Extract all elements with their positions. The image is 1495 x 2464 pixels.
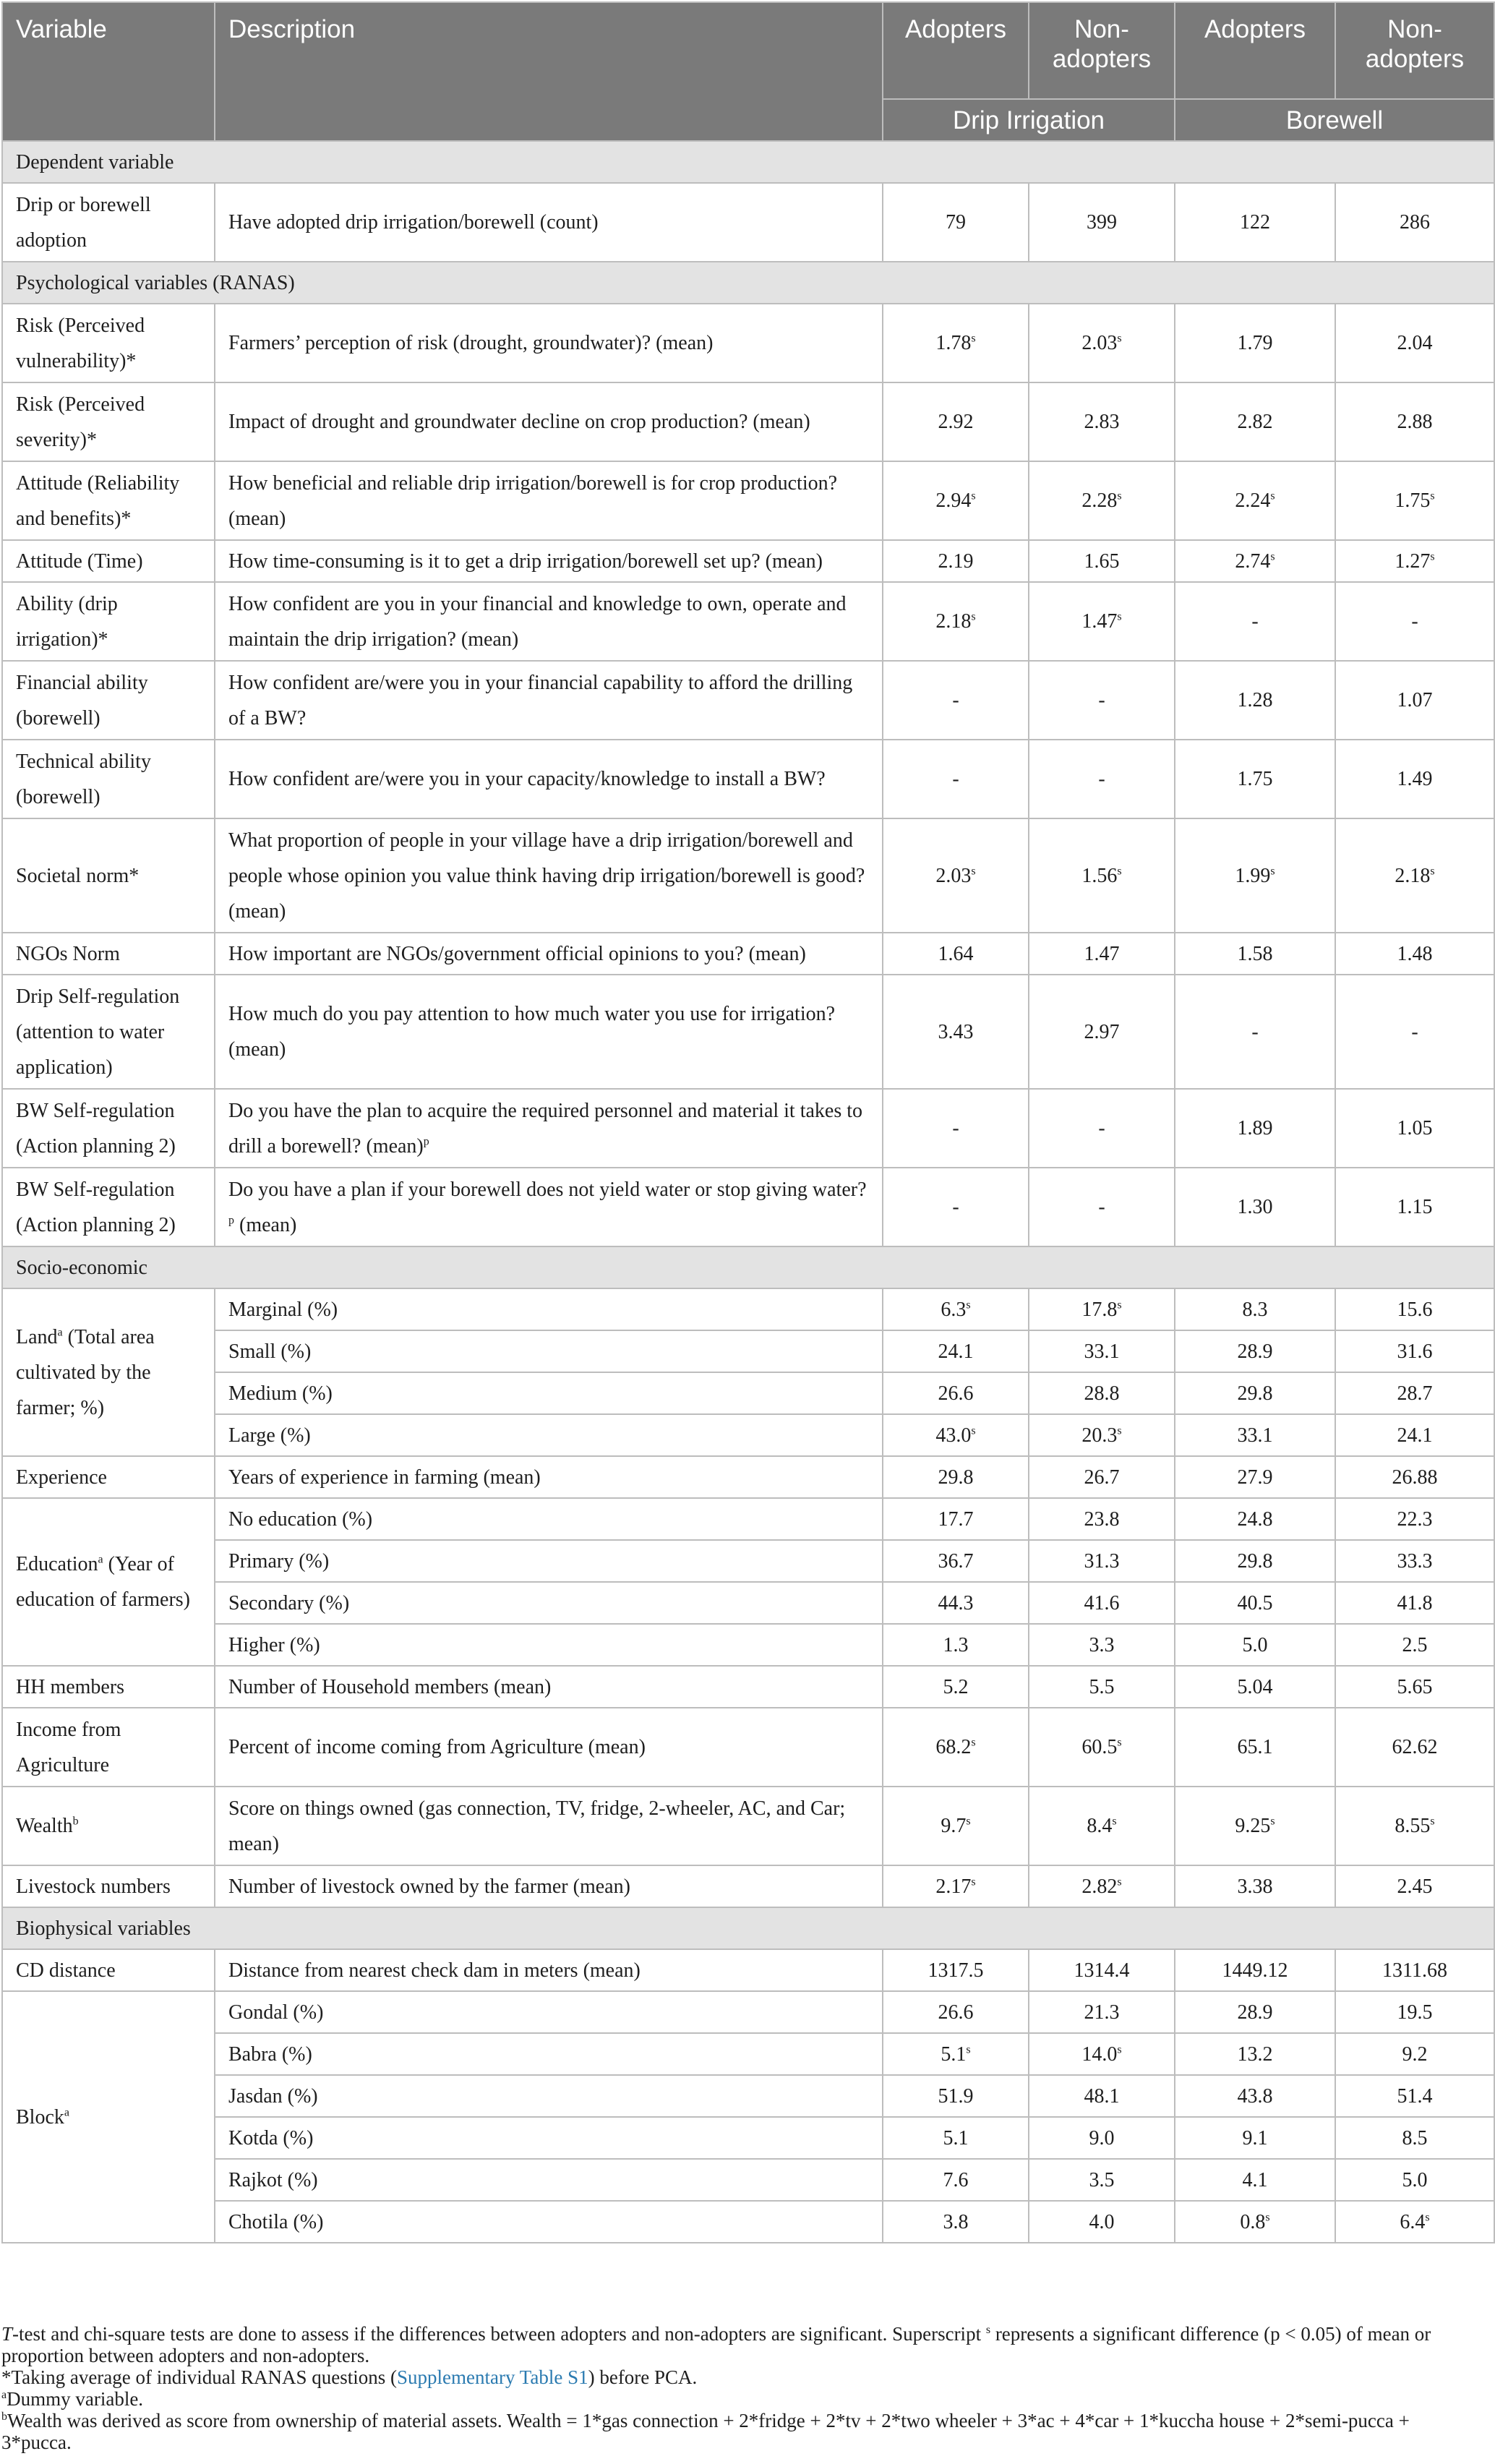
value-cell: 399 [1029,183,1175,262]
header-drip-non-adopters: Non- adopters [1029,2,1175,99]
value-cell: - [1335,975,1494,1089]
value-cell: 2.94$^s$ [883,461,1029,540]
value-cell: 62.62 [1335,1708,1494,1787]
desc-cell: Number of livestock owned by the farmer (mean) [215,1865,883,1907]
supplementary-table-link[interactable]: Supplementary Table S1 [397,2366,588,2388]
value-cell: 2.04 [1335,304,1494,382]
value-cell: 2.82$^s$ [1029,1865,1175,1907]
desc-cell: Years of experience in farming (mean) [215,1456,883,1498]
value-cell: 9.1 [1175,2117,1335,2159]
value-cell: 1.15 [1335,1168,1494,1246]
value-cell: 17.7 [883,1498,1029,1540]
var-cell: Drip Self-regulation (attention to water application) [2,975,215,1089]
value-cell: 8.5 [1335,2117,1494,2159]
value-cell: - [883,1089,1029,1168]
value-cell: 8.3 [1175,1288,1335,1330]
table-row [2,1582,1494,1624]
value-cell: 1.47$^s$ [1029,582,1175,661]
var-cell: Block$^a$ [2,1991,215,2243]
value-cell: 28.8 [1029,1372,1175,1414]
value-cell: 28.7 [1335,1372,1494,1414]
value-cell: 79 [883,183,1029,262]
value-cell: 6.3$^s$ [883,1288,1029,1330]
footnote-wealth: $^b$Wealth was derived as score from ownership of material assets. Wealth = 1*gas connection + 2*fridge + 2*tv + 2*two wheeler + 3*ac + 4*car + 1*kuccha house + 2*semi-pucca + 3*pucca. [1,2410,1410,2453]
value-cell: 1.47 [1029,933,1175,975]
value-cell: 2.74$^s$ [1175,540,1335,582]
value-cell: 48.1 [1029,2075,1175,2117]
table-row [2,540,1494,582]
value-cell: 26.7 [1029,1456,1175,1498]
desc-cell: Do you have a plan if your borewell does not yield water or stop giving water? $^p$ (mean) [215,1168,883,1246]
var-cell: Societal norm* [2,818,215,933]
value-cell: 5.0 [1175,1624,1335,1666]
value-cell: 17.8$^s$ [1029,1288,1175,1330]
table-row [2,1498,1494,1540]
value-cell: 1.07 [1335,661,1494,740]
value-cell: 1.89 [1175,1089,1335,1168]
value-cell: 41.6 [1029,1582,1175,1624]
value-cell: 29.8 [1175,1540,1335,1582]
value-cell: 1317.5 [883,1949,1029,1991]
desc-cell: How important are NGOs/government official opinions to you? (mean) [215,933,883,975]
value-cell: 1.75 [1175,740,1335,818]
value-cell: 1449.12 [1175,1949,1335,1991]
value-cell: - [1029,1089,1175,1168]
section-dependent: Dependent variable [2,141,1494,183]
section-biophysical: Biophysical variables [2,1907,1494,1949]
var-cell: Technical ability (borewell) [2,740,215,818]
var-cell: HH members [2,1666,215,1708]
header-variable: Variable [2,2,215,141]
value-cell: 2.97 [1029,975,1175,1089]
value-cell: 2.45 [1335,1865,1494,1907]
var-cell: Risk (Perceived severity)* [2,382,215,461]
value-cell: 1311.68 [1335,1949,1494,1991]
value-cell: 27.9 [1175,1456,1335,1498]
desc-cell: How time-consuming is it to get a drip irrigation/borewell set up? (mean) [215,540,883,582]
desc-cell: Marginal (%) [215,1288,883,1330]
value-cell: 15.6 [1335,1288,1494,1330]
var-cell: Experience [2,1456,215,1498]
value-cell: 2.28$^s$ [1029,461,1175,540]
table-row [2,1168,1494,1246]
value-cell: 1.05 [1335,1089,1494,1168]
table-row [2,183,1494,262]
var-cell: BW Self-regulation (Action planning 2) [2,1168,215,1246]
header-drip-group: Drip Irrigation [883,99,1175,141]
value-cell: - [1175,975,1335,1089]
value-cell: 9.7$^s$ [883,1787,1029,1865]
desc-cell: Do you have the plan to acquire the required personnel and material it takes to drill a borewell? (mean)$^p$ [215,1089,883,1168]
value-cell: 1.56$^s$ [1029,818,1175,933]
desc-cell: Farmers’ perception of risk (drought, groundwater)? (mean) [215,304,883,382]
table-row [2,382,1494,461]
value-cell: 286 [1335,183,1494,262]
value-cell: 9.2 [1335,2033,1494,2075]
value-cell: 33.1 [1029,1330,1175,1372]
value-cell: 3.38 [1175,1865,1335,1907]
table-row [2,1288,1494,1330]
value-cell: 2.24$^s$ [1175,461,1335,540]
desc-cell: No education (%) [215,1498,883,1540]
value-cell: 29.8 [883,1456,1029,1498]
value-cell: 22.3 [1335,1498,1494,1540]
desc-cell: How beneficial and reliable drip irrigation/borewell is for crop production? (mean) [215,461,883,540]
table-row [2,582,1494,661]
table-row [2,2159,1494,2201]
desc-cell: Percent of income coming from Agriculture (mean) [215,1708,883,1787]
var-cell: BW Self-regulation (Action planning 2) [2,1089,215,1168]
value-cell: 51.9 [883,2075,1029,2117]
value-cell: 5.1$^s$ [883,2033,1029,2075]
section-psychological: Psychological variables (RANAS) [2,262,1494,304]
desc-cell: How confident are/were you in your capacity/knowledge to install a BW? [215,740,883,818]
value-cell: - [883,1168,1029,1246]
value-cell: - [1029,661,1175,740]
var-cell: CD distance [2,1949,215,1991]
desc-cell: Small (%) [215,1330,883,1372]
value-cell: 5.5 [1029,1666,1175,1708]
value-cell: 5.2 [883,1666,1029,1708]
desc-cell: Score on things owned (gas connection, TV, fridge, 2-wheeler, AC, and Car; mean) [215,1787,883,1865]
value-cell: 1314.4 [1029,1949,1175,1991]
desc-cell: How confident are you in your financial and knowledge to own, operate and maintain the drip irrigation? (mean) [215,582,883,661]
value-cell: 7.6 [883,2159,1029,2201]
desc-cell: Have adopted drip irrigation/borewell (count) [215,183,883,262]
value-cell: 3.8 [883,2201,1029,2243]
value-cell: 5.0 [1335,2159,1494,2201]
value-cell: 5.65 [1335,1666,1494,1708]
value-cell: 23.8 [1029,1498,1175,1540]
var-cell: Drip or borewell adoption [2,183,215,262]
var-cell: Livestock numbers [2,1865,215,1907]
header-drip-adopters: Adopters [883,2,1029,99]
value-cell: 26.6 [883,1991,1029,2033]
table-row [2,740,1494,818]
value-cell: 41.8 [1335,1582,1494,1624]
value-cell: 3.5 [1029,2159,1175,2201]
desc-cell: Secondary (%) [215,1582,883,1624]
table-row [2,1949,1494,1991]
value-cell: 5.04 [1175,1666,1335,1708]
footnote-ranas: *Taking average of individual RANAS questions (Supplementary Table S1) before PCA. [1,2366,698,2388]
table-row [2,1414,1494,1456]
section-socio-economic: Socio-economic [2,1246,1494,1288]
value-cell: 51.4 [1335,2075,1494,2117]
value-cell: 24.8 [1175,1498,1335,1540]
footnote-significance: T-test and chi-square tests are done to assess if the differences between adopters and non-adopters are significant. Superscript $^s$ represents a significant difference (p < 0.05) of mean or proportion between adopters and non-adopters. [1,2323,1431,2366]
desc-cell: Gondal (%) [215,1991,883,2033]
value-cell: - [1175,582,1335,661]
value-cell: 1.65 [1029,540,1175,582]
value-cell: 1.49 [1335,740,1494,818]
value-cell: 1.78$^s$ [883,304,1029,382]
table-row [2,461,1494,540]
desc-cell: Higher (%) [215,1624,883,1666]
value-cell: 9.0 [1029,2117,1175,2159]
table-row [2,1330,1494,1372]
value-cell: 19.5 [1335,1991,1494,2033]
value-cell: 1.99$^s$ [1175,818,1335,933]
value-cell: 60.5$^s$ [1029,1708,1175,1787]
value-cell: 29.8 [1175,1372,1335,1414]
value-cell: 1.75$^s$ [1335,461,1494,540]
value-cell: 68.2$^s$ [883,1708,1029,1787]
value-cell: 2.92 [883,382,1029,461]
adoption-table [1,1,1495,2243]
value-cell: 13.2 [1175,2033,1335,2075]
var-cell: Financial ability (borewell) [2,661,215,740]
desc-cell: Chotila (%) [215,2201,883,2243]
value-cell: 40.5 [1175,1582,1335,1624]
value-cell: 28.9 [1175,1330,1335,1372]
desc-cell: Large (%) [215,1414,883,1456]
table-row [2,1787,1494,1865]
var-cell: Risk (Perceived vulnerability)* [2,304,215,382]
value-cell: 43.8 [1175,2075,1335,2117]
table-row [2,1456,1494,1498]
table-row [2,2117,1494,2159]
value-cell: 2.19 [883,540,1029,582]
value-cell: 33.3 [1335,1540,1494,1582]
var-cell: Attitude (Reliability and benefits)* [2,461,215,540]
table-row [2,2201,1494,2243]
var-cell: Attitude (Time) [2,540,215,582]
desc-cell: How confident are/were you in your financial capability to afford the drilling of a BW? [215,661,883,740]
desc-cell: Primary (%) [215,1540,883,1582]
table-row [2,304,1494,382]
value-cell: 21.3 [1029,1991,1175,2033]
value-cell: 24.1 [883,1330,1029,1372]
header-bw-adopters: Adopters [1175,2,1335,99]
value-cell: 0.8$^s$ [1175,2201,1335,2243]
desc-cell: Number of Household members (mean) [215,1666,883,1708]
value-cell: - [1335,582,1494,661]
desc-cell: Babra (%) [215,2033,883,2075]
value-cell: 2.03$^s$ [883,818,1029,933]
header-bw-non-adopters: Non- adopters [1335,2,1494,99]
table-row [2,975,1494,1089]
desc-cell: Medium (%) [215,1372,883,1414]
value-cell: 1.48 [1335,933,1494,975]
table-row [2,1540,1494,1582]
table-row [2,1089,1494,1168]
desc-cell: Kotda (%) [215,2117,883,2159]
value-cell: 65.1 [1175,1708,1335,1787]
value-cell: 31.6 [1335,1330,1494,1372]
value-cell: 1.30 [1175,1168,1335,1246]
value-cell: 5.1 [883,2117,1029,2159]
value-cell: 14.0$^s$ [1029,2033,1175,2075]
value-cell: 2.88 [1335,382,1494,461]
value-cell: 1.58 [1175,933,1335,975]
header-borewell-group: Borewell [1175,99,1494,141]
value-cell: 43.0$^s$ [883,1414,1029,1456]
value-cell: 28.9 [1175,1991,1335,2033]
value-cell: 20.3$^s$ [1029,1414,1175,1456]
table-row [2,2075,1494,2117]
table-row [2,1991,1494,2033]
value-cell: 44.3 [883,1582,1029,1624]
value-cell: 2.82 [1175,382,1335,461]
value-cell: 6.4$^s$ [1335,2201,1494,2243]
desc-cell: Rajkot (%) [215,2159,883,2201]
desc-cell: Impact of drought and groundwater decline on crop production? (mean) [215,382,883,461]
table-row [2,1708,1494,1787]
value-cell: 1.27$^s$ [1335,540,1494,582]
header-description: Description [215,2,883,141]
value-cell: 26.88 [1335,1456,1494,1498]
value-cell: 2.17$^s$ [883,1865,1029,1907]
value-cell: 2.18$^s$ [1335,818,1494,933]
value-cell: 1.3 [883,1624,1029,1666]
var-cell: Wealth$^b$ [2,1787,215,1865]
value-cell: 8.55$^s$ [1335,1787,1494,1865]
value-cell: 9.25$^s$ [1175,1787,1335,1865]
value-cell: 2.18$^s$ [883,582,1029,661]
var-cell: Land$^a$ (Total area cultivated by the farmer; %) [2,1288,215,1456]
table-row [2,818,1494,933]
value-cell: 36.7 [883,1540,1029,1582]
value-cell: - [1029,1168,1175,1246]
desc-cell: Jasdan (%) [215,2075,883,2117]
var-cell: Education$^a$ (Year of education of farmers) [2,1498,215,1666]
footnote-dummy: $^a$Dummy variable. [1,2388,144,2410]
value-cell: 3.43 [883,975,1029,1089]
table-row [2,1372,1494,1414]
desc-cell: How much do you pay attention to how much water you use for irrigation? (mean) [215,975,883,1089]
value-cell: 33.1 [1175,1414,1335,1456]
value-cell: 31.3 [1029,1540,1175,1582]
table-row [2,1865,1494,1907]
value-cell: 1.28 [1175,661,1335,740]
value-cell: 1.79 [1175,304,1335,382]
value-cell: 4.1 [1175,2159,1335,2201]
value-cell: - [883,740,1029,818]
value-cell: 3.3 [1029,1624,1175,1666]
value-cell: 4.0 [1029,2201,1175,2243]
value-cell: 2.5 [1335,1624,1494,1666]
table-row [2,933,1494,975]
value-cell: - [1029,740,1175,818]
table-row [2,2033,1494,2075]
value-cell: 26.6 [883,1372,1029,1414]
table-header [2,2,1494,141]
value-cell: 2.03$^s$ [1029,304,1175,382]
value-cell: 1.64 [883,933,1029,975]
desc-cell: Distance from nearest check dam in meters (mean) [215,1949,883,1991]
var-cell: Income from Agriculture [2,1708,215,1787]
var-cell: Ability (drip irrigation)* [2,582,215,661]
var-cell: NGOs Norm [2,933,215,975]
value-cell: 122 [1175,183,1335,262]
table-row [2,1624,1494,1666]
value-cell: 2.83 [1029,382,1175,461]
table-row [2,1666,1494,1708]
table-row [2,661,1494,740]
desc-cell: What proportion of people in your village have a drip irrigation/borewell and people whose opinion you value think having drip irrigation/borewell is good? (mean) [215,818,883,933]
value-cell: 24.1 [1335,1414,1494,1456]
value-cell: - [883,661,1029,740]
value-cell: 8.4$^s$ [1029,1787,1175,1865]
footnotes [1,2323,1476,2453]
